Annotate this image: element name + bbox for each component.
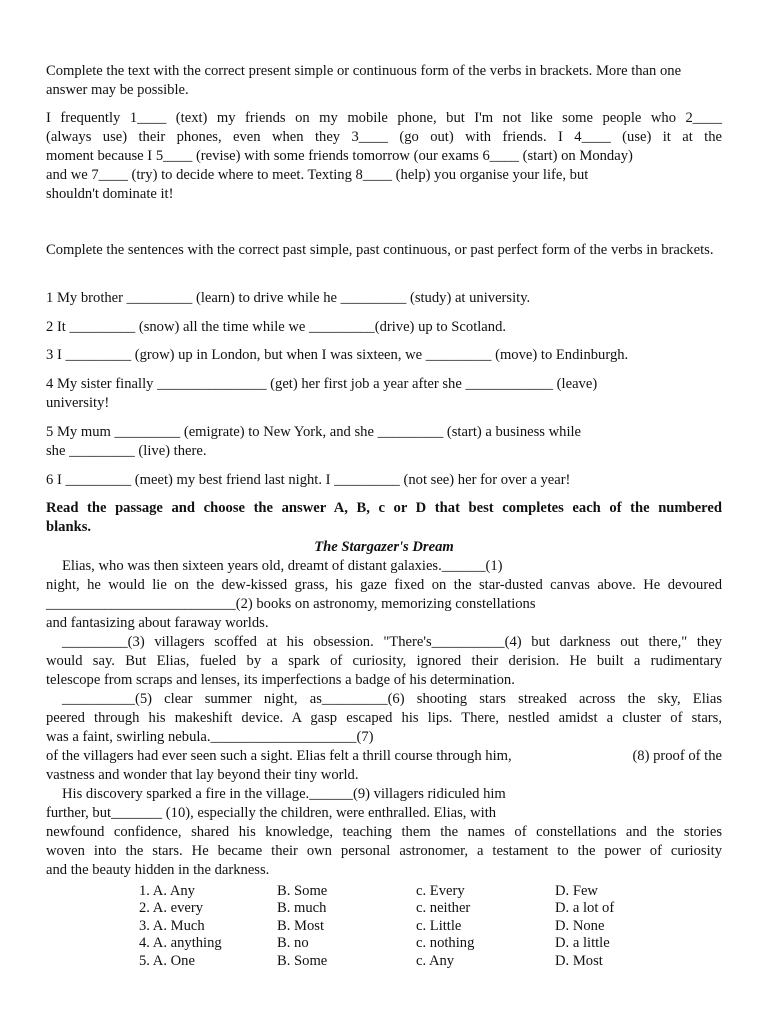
passage-line: would say. But Elias, fueled by a spark of curiosity, ignored their derision. He built a rudimentary [46,653,722,669]
passage-line: telescope from scraps and lenses, its imperfections a badge of his determination. [46,672,515,688]
sentence-5 [46,423,722,461]
passage-title: The Stargazer's Dream [314,539,454,555]
passage-line: _________(3) villagers scoffed at his obsession. "There's__________(4) but darkness out there," they [62,634,722,650]
option-c: c. neither [416,900,471,917]
sentence-5-line: 5 My mum _________ (emigrate) to New York, and she _________ (start) a business while [46,424,582,440]
option-c: c. nothing [416,935,475,952]
sentence-1: 1 My brother _________ (learn) to drive while he _________ (study) at university. [46,290,531,306]
sentence-4 [46,375,722,413]
option-b: B. Some [277,952,328,969]
option-c: c. Any [416,952,455,969]
options-row [139,953,655,970]
section1-line: and we 7____ (try) to decide where to meet. Texting 8____ (help) you organise your life, but [46,167,589,183]
option-c: c. Little [416,917,462,934]
option-a: 2. A. every [139,900,204,917]
option-d: D. a little [555,935,610,952]
passage-line-left: of the villagers had ever seen such a sight. Elias felt a thrill course through him, [46,748,512,764]
passage-line: newfound confidence, shared his knowledge, teaching them the names of constellations and the stories [46,824,722,840]
passage [46,557,722,880]
section3-instruction-line: blanks. [46,519,92,535]
passage-line: further, but_______ (10), especially the children, were enthralled. Elias, with [46,805,497,821]
options-row [139,935,655,952]
section1-line: I frequently 1____ (text) my friends on my mobile phone, but I'm not like some people who 2____ [46,110,722,126]
options-row [139,918,655,935]
passage-line-right: (8) proof of the [632,748,722,764]
passage-line: __________________________(2) books on astronomy, memorizing constellations [46,596,536,612]
passage-line [46,747,722,766]
sentence-4-line: 4 My sister finally _______________ (get) her first job a year after she ____________ (leave) [46,376,598,392]
options-row [139,900,655,917]
option-a: 4. A. anything [139,935,222,952]
section1-line: shouldn't dominate it! [46,186,174,202]
option-a: 3. A. Much [139,917,205,934]
passage-line: vastness and wonder that lay beyond their tiny world. [46,767,359,783]
passage-line: Elias, who was then sixteen years old, dreamt of distant galaxies.______(1) [62,558,503,574]
passage-line: __________(5) clear summer night, as_________(6) shooting stars streaked across the sky, Elias [62,691,722,707]
option-b: B. much [277,900,327,917]
passage-line: was a faint, swirling nebula.____________________(7) [46,729,374,745]
options-row [139,883,655,900]
option-d: D. Few [555,883,598,899]
answer-options-table [139,883,655,970]
section1-instruction: Complete the text with the correct present simple or continuous form of the verbs in brackets. More than one answer may be possible. [46,63,682,98]
section1-passage [46,109,722,204]
option-b: B. Some [277,883,328,899]
passage-line: night, he would lie on the dew-kissed grass, his gaze fixed on the star-dusted canvas above. He devoured [46,577,722,593]
option-a: 5. A. One [139,952,195,969]
passage-line: and the beauty hidden in the darkness. [46,862,270,878]
sentence-6: 6 I _________ (meet) my best friend last night. I _________ (not see) her for over a year! [46,472,571,488]
sentence-5-line: she _________ (live) there. [46,443,207,459]
option-b: B. Most [277,917,325,934]
passage-line: woven into the stars. He became their own personal astronomer, a testament to the power of curiosity [46,843,722,859]
section1-line: (always use) their phones, even when they 3____ (go out) with friends. I 4____ (use) it at the [46,129,722,145]
option-a: 1. A. Any [139,883,195,899]
option-d: D. a lot of [555,900,615,917]
option-b: B. no [277,935,309,952]
sentence-4-line: university! [46,395,110,411]
section3-instruction [46,499,722,537]
sentence-3: 3 I _________ (grow) up in London, but when I was sixteen, we _________ (move) to Endinburgh. [46,347,629,363]
passage-line: peered through his makeshift device. A gasp escaped his lips. There, nestled amidst a cluster of stars, [46,710,722,726]
passage-line: and fantasizing about faraway worlds. [46,615,269,631]
section1-line: moment because I 5____ (revise) with some friends tomorrow (our exams 6____ (start) on Monday) [46,148,633,164]
passage-line: His discovery sparked a fire in the village.______(9) villagers ridiculed him [62,786,506,802]
section2-instruction: Complete the sentences with the correct past simple, past continuous, or past perfect form of the verbs in brackets. [46,242,714,258]
option-d: D. Most [555,952,603,969]
option-c: c. Every [416,883,465,899]
section3-instruction-line: Read the passage and choose the answer A, B, c or D that best completes each of the numbered [46,500,722,516]
sentence-2: 2 It _________ (snow) all the time while we _________(drive) up to Scotland. [46,319,507,335]
option-d: D. None [555,917,605,934]
